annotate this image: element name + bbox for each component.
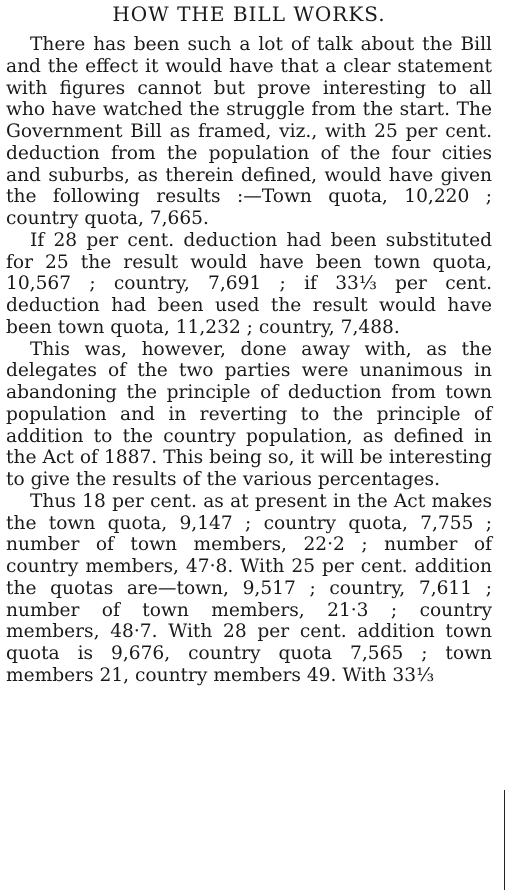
article-paragraph-2: If 28 per cent. deduction had been substituted for 25 the result would have been town quota, 10,567 ; country, 7,691 ; if 33⅓ per cent. deduction had been used the result would have been town quota, 11,232 ; country, 7,488. — [6, 229, 492, 338]
article-column — [6, 0, 492, 687]
article-headline: HOW THE BILL WORKS. — [112, 2, 386, 26]
column-rule — [504, 790, 505, 890]
article-paragraph-1: There has been such a lot of talk about the Bill and the effect it would have that a clear statement with figures cannot but prove interesting to all who have watched the struggle from the start. The Government Bill as framed, viz., with 25 per cent. deduction from the population of the four cities and suburbs, as therein defined, would have given the following results :—Town quota, 10,220 ; country quota, 7,665. — [6, 34, 492, 229]
article-paragraph-3: This was, however, done away with, as the delegates of the two parties were unanimous in abandoning the principle of deduction from town population and in reverting to the principle of addition to the country population, as defined in the Act of 1887. This being so, it will be interesting to give the results of the various percentages. — [6, 338, 492, 490]
article-paragraph-4: Thus 18 per cent. as at present in the Act makes the town quota, 9,147 ; country quota, 7,755 ; number of town members, 22·2 ; number of country members, 47·8. With 25 per cent. addition the quotas are—town, 9,517 ; country, 7,611 ; number of town members, 21·3 ; country members, 48·7. With 28 per cent. addition town quota is 9,676, country quota 7,565 ; town members 21, country members 49. With 33⅓ — [6, 490, 492, 686]
